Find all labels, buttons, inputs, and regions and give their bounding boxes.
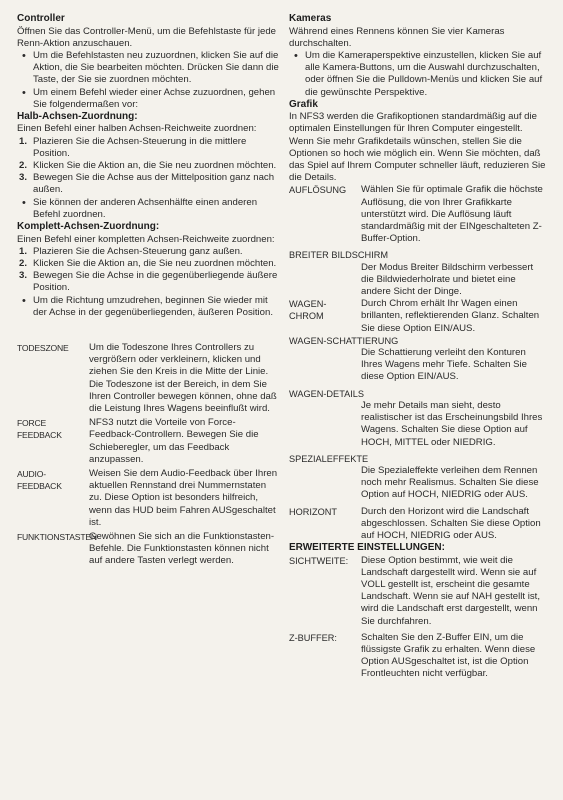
definition-term: HORIZONT [289, 506, 337, 517]
cameras-heading: Kameras [289, 13, 332, 24]
definition-desc: Die Spezialeffekte verleihen dem Rennen noch mehr Realismus. Schalten Sie diese Option auf HOCH, NIEDRIG oder AUS. [361, 464, 539, 501]
controller-section [17, 13, 280, 111]
cameras-intro: Während eines Rennens können Sie vier Kameras durchschalten. [289, 25, 505, 49]
controller-bullets [17, 50, 280, 111]
definition-term: SICHTWEITE: [289, 555, 349, 566]
definition-horizont [289, 506, 547, 543]
advanced-settings-section [289, 542, 547, 681]
right-column [289, 13, 547, 681]
half-axis-steps [17, 136, 280, 221]
definition-desc: Durch Chrom erhält Ihr Wagen einen brillanten, reflektierenden Glanz. Schalten Sie diese Option EIN/AUS. [361, 298, 540, 334]
definition-z-buffer [289, 632, 547, 681]
cameras-section [289, 13, 547, 99]
controller-heading: Controller [17, 13, 65, 24]
graphics-section [289, 99, 547, 542]
definition-desc: Die Schattierung verleiht den Konturen Ihres Wagens mehr Tiefe. Schalten Sie diese Option EIN/AUS. [361, 347, 528, 383]
definition-term: FORCE FEEDBACK [17, 418, 62, 441]
list-item: • Um einem Befehl wieder einer Achse zuzuordnen, gehen Sie folgendermaßen vor: [17, 87, 280, 111]
graphics-intro: In NFS3 werden die Grafikoptionen standardmäßig auf die optimalen Einstellungen für Ihren Computer eingestellt. Wenn Sie mehr Grafikdetails wünschen, stellen Sie die Optionen so hoch wie möglich ein. Wenn Sie möchten, daß das Spiel auf Ihrem Computer schneller läuft, reduzieren Sie die Details. [289, 111, 546, 184]
list-item [17, 246, 280, 258]
full-axis-steps [17, 246, 280, 319]
full-axis-intro: Einen Befehl einer kompletten Achsen-Reichweite zuordnen: [17, 233, 275, 245]
definition-audio-feedback [17, 468, 280, 529]
definition-aufloesung [289, 184, 547, 245]
step-text: Klicken Sie die Aktion an, die Sie neu zuordnen möchten. [33, 257, 277, 269]
list-item [17, 160, 280, 172]
definition-desc: Weisen Sie dem Audio-Feedback über Ihren aktuellen Rennstand drei Nummernstaten zu. Diese Option ist besonders hilfreich, wenn das HUD beim Fahren AUSgeschaltet ist. [89, 468, 278, 528]
list-item [17, 172, 280, 196]
advanced-options-list [289, 555, 547, 681]
list-item: • Um die Richtung umzudrehen, beginnen Sie wieder mit der Achse in der gegenüberliegenden, äußeren Position. [17, 295, 280, 319]
definition-term: SPEZIALEFFEKTE [289, 453, 369, 464]
definition-term: AUFLÖSUNG [289, 185, 347, 196]
step-number: 1. [19, 245, 28, 257]
half-axis-section [17, 111, 280, 221]
definition-desc: Wählen Sie für optimale Grafik die höchste Auflösung, die von Ihrer Grafikkarte unterstützt wird. Die Auflösung läuft standardmäßig mit der EINgeschalteten Z-Buffer-Option. [361, 184, 543, 245]
definition-funktionstasten [17, 531, 280, 568]
list-item: • Um die Befehlstasten neu zuzuordnen, klicken Sie auf die Aktion, die Sie bearbeiten möchten. Drücken Sie dann die Taste, der Sie sie zuordnen möchten. [17, 50, 280, 87]
definition-desc: Schalten Sie den Z-Buffer EIN, um die flüssigste Grafik zu erhalten. Wenn diese Option AUSgeschaltet ist, ist die Option Frontleuchten nicht verfügbar. [361, 631, 536, 680]
left-column [17, 13, 280, 570]
section-spacer [17, 319, 280, 342]
definition-term: Z-BUFFER: [289, 632, 337, 643]
controller-intro: Öffnen Sie das Controller-Menü, um die Befehlstaste für jede Renn-Aktion anzuschauen. [17, 25, 276, 49]
list-item [17, 270, 280, 294]
definition-term: WAGEN-DETAILS [289, 388, 365, 399]
step-text: Plazieren Sie die Achsen-Steuerung in die mittlere Position. [33, 135, 247, 159]
definition-term: AUDIO-FEEDBACK [17, 469, 62, 492]
list-item [17, 136, 280, 160]
definition-desc: Durch den Horizont wird die Landschaft abgeschlossen. Schalten Sie diese Option auf HOCH, NIEDRIG oder AUS. [361, 505, 541, 541]
step-number: 2. [19, 257, 28, 269]
step-number: 3. [19, 270, 28, 282]
full-axis-section [17, 221, 280, 319]
definition-term: WAGEN-CHROM [289, 299, 327, 322]
definition-desc: Der Modus Breiter Bildschirm verbessert die Bildwiederholrate und bietet eine andere Sicht der Dinge. [361, 261, 534, 298]
list-item: • Sie können der anderen Achsenhälfte einen anderen Befehl zuordnen. [17, 197, 280, 221]
graphics-heading: Grafik [289, 98, 318, 110]
definition-desc: Gewöhnen Sie sich an die Funktionstasten-Befehle. Die Funktionstasten können nicht auf andere Tasten verlegt werden. [89, 531, 275, 567]
controller-options-list [17, 342, 280, 568]
cameras-bullets [289, 50, 547, 99]
definition-term: BREITER BILDSCHIRM [289, 250, 389, 261]
step-number: 1. [19, 135, 28, 147]
definition-term: TODESZONE [17, 342, 69, 353]
definition-spezialeffekte [289, 453, 547, 502]
full-axis-heading: Komplett-Achsen-Zuordnung: [17, 221, 160, 233]
definition-desc: Je mehr Details man sieht, desto realistischer ist das Erscheinungsbild Ihres Wagens. Schalten Sie diese Option auf HOCH, MITTEL oder NIEDRIG. [361, 399, 543, 448]
step-text: Plazieren Sie die Achsen-Steuerung ganz außen. [33, 245, 243, 257]
definition-wagen-chrom [289, 298, 547, 335]
definition-force-feedback [17, 417, 280, 466]
graphics-options-list [289, 184, 547, 542]
definition-sichtweite [289, 555, 547, 628]
definition-wagen-schattierung [289, 335, 547, 384]
step-number: 2. [19, 160, 28, 172]
step-number: 3. [19, 172, 28, 184]
definition-term: WAGEN-SCHATTIERUNG [289, 335, 399, 346]
definition-term: FUNKTIONSTASTEN [17, 532, 97, 543]
definition-breiter-bildschirm [289, 249, 547, 298]
definition-desc: NFS3 nutzt die Vorteile von Force-Feedback-Controllern. Bewegen Sie die Schieberegler, um das Feedback anzupassen. [89, 417, 259, 465]
list-item: • Um die Kameraperspektive einzustellen, klicken Sie auf alle Kamera-Buttons, um die Auswahl durchzuschalten, oder öffnen Sie die Pulldown-Menüs und klicken Sie auf die gewünschte Perspektive. [289, 50, 547, 99]
step-text: Klicken Sie die Aktion an, die Sie neu zuordnen möchten. [33, 160, 277, 172]
definition-desc: Diese Option bestimmt, wie weit die Landschaft dargestellt wird. Wenn sie auf VOLL gestellt ist, erscheint die gesamte Landschaft. Wenn sie auf NAH gestellt ist, wird die Landschaft erst dargestellt, wenn Sie durchfahren. [361, 554, 540, 627]
half-axis-heading: Halb-Achsen-Zuordnung: [17, 110, 138, 122]
step-text: Bewegen Sie die Achse in die gegenüberliegende äußere Position. [33, 270, 278, 294]
definition-todeszone [17, 342, 280, 415]
half-axis-intro: Einen Befehl einer halben Achsen-Reichweite zuordnen: [17, 123, 257, 135]
step-text: Bewegen Sie die Achse aus der Mittelposition ganz nach außen. [33, 172, 275, 196]
advanced-settings-heading: ERWEITERTE EINSTELLUNGEN: [289, 542, 445, 554]
definition-desc: Um die Todeszone Ihres Controllers zu vergrößern oder verkleinern, klicken und ziehen Sie den Kreis in die Mitte der Linie. Die Todeszone ist der Bereich, in dem Sie Ihren Controller bewegen können, ohne daß die Leistung Ihres Wagens beeinflußt wird. [89, 341, 277, 414]
definition-wagen-details [289, 388, 547, 449]
list-item [17, 258, 280, 270]
